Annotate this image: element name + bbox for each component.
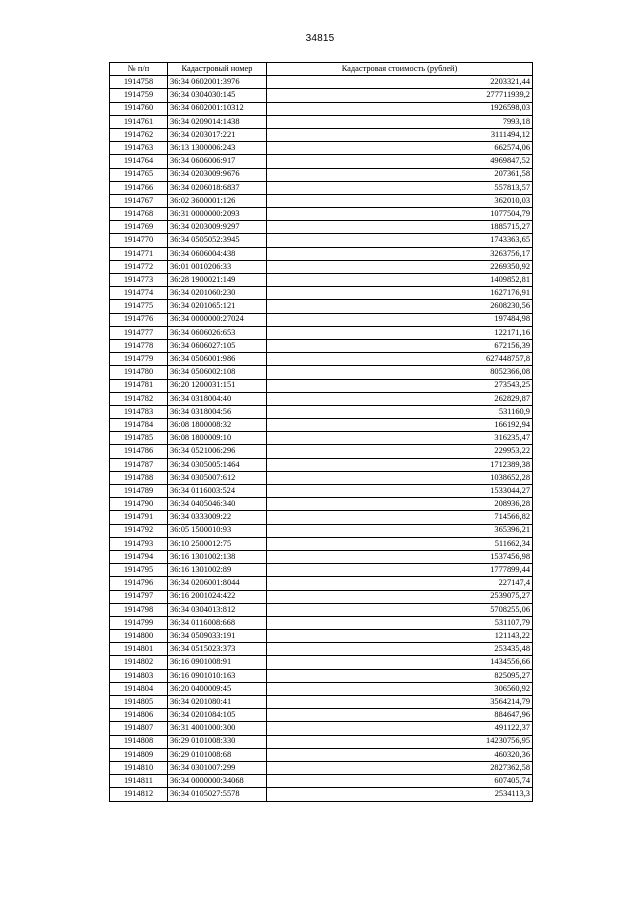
cadastral-number-cell: 36:34 0515023:373 (168, 643, 267, 656)
cadastral-number-cell: 36:34 0209014:1438 (168, 115, 267, 128)
cadastral-number-cell: 36:34 0305005:1464 (168, 458, 267, 471)
row-number-cell: 1914768 (110, 208, 168, 221)
cadastral-value-cell: 1077504,79 (267, 208, 533, 221)
table-row (110, 537, 533, 550)
table-row (110, 485, 533, 498)
row-number-cell: 1914761 (110, 115, 168, 128)
cadastral-value-cell: 365396,21 (267, 524, 533, 537)
row-number-cell: 1914796 (110, 577, 168, 590)
cadastral-number-cell: 36:13 1300006:243 (168, 142, 267, 155)
row-number-cell: 1914784 (110, 419, 168, 432)
cadastral-number-cell: 36:31 4001000:300 (168, 722, 267, 735)
table-row (110, 709, 533, 722)
table-header-row (110, 63, 533, 76)
row-number-cell: 1914805 (110, 696, 168, 709)
cadastral-number-cell: 36:34 0201060:230 (168, 287, 267, 300)
row-number-cell: 1914758 (110, 76, 168, 89)
cadastral-value-cell: 2269350,92 (267, 260, 533, 273)
cadastral-number-cell: 36:16 1301002:138 (168, 550, 267, 563)
row-number-cell: 1914802 (110, 656, 168, 669)
table-row (110, 471, 533, 484)
table-row (110, 761, 533, 774)
cadastral-value-cell: 121143,22 (267, 630, 533, 643)
cadastral-value-cell: 122171,16 (267, 326, 533, 339)
table-row (110, 511, 533, 524)
header-cadastral-value: Кадастровая стоимость (рублей) (267, 63, 533, 76)
cadastral-value-table (109, 62, 533, 802)
row-number-cell: 1914766 (110, 181, 168, 194)
table-row (110, 656, 533, 669)
table-row (110, 339, 533, 352)
cadastral-value-cell: 207361,58 (267, 168, 533, 181)
cadastral-number-cell: 36:34 0000000:34068 (168, 775, 267, 788)
table-row (110, 208, 533, 221)
cadastral-value-cell: 316235,47 (267, 432, 533, 445)
table-row (110, 590, 533, 603)
cadastral-value-cell: 2539075,27 (267, 590, 533, 603)
table-row (110, 234, 533, 247)
table-row (110, 128, 533, 141)
cadastral-number-cell: 36:34 0305007:612 (168, 471, 267, 484)
table-row (110, 524, 533, 537)
table-row (110, 445, 533, 458)
row-number-cell: 1914797 (110, 590, 168, 603)
cadastral-value-cell: 3111494,12 (267, 128, 533, 141)
cadastral-number-cell: 36:34 0606004:438 (168, 247, 267, 260)
cadastral-number-cell: 36:34 0318004:56 (168, 405, 267, 418)
cadastral-number-cell: 36:34 0509033:191 (168, 630, 267, 643)
table-row (110, 181, 533, 194)
cadastral-number-cell: 36:34 0203017:221 (168, 128, 267, 141)
row-number-cell: 1914807 (110, 722, 168, 735)
table-row (110, 274, 533, 287)
cadastral-number-cell: 36:20 1200031:151 (168, 379, 267, 392)
cadastral-value-cell: 7993,18 (267, 115, 533, 128)
cadastral-number-cell: 36:34 0206001:8044 (168, 577, 267, 590)
row-number-cell: 1914781 (110, 379, 168, 392)
row-number-cell: 1914760 (110, 102, 168, 115)
cadastral-number-cell: 36:01 0010206:33 (168, 260, 267, 273)
table-row (110, 392, 533, 405)
cadastral-number-cell: 36:08 1800009:10 (168, 432, 267, 445)
table-row (110, 722, 533, 735)
cadastral-number-cell: 36:34 0506001:986 (168, 353, 267, 366)
row-number-cell: 1914800 (110, 630, 168, 643)
cadastral-value-cell: 2608230,56 (267, 300, 533, 313)
table-row (110, 775, 533, 788)
row-number-cell: 1914775 (110, 300, 168, 313)
row-number-cell: 1914799 (110, 616, 168, 629)
row-number-cell: 1914804 (110, 682, 168, 695)
row-number-cell: 1914763 (110, 142, 168, 155)
table-row (110, 577, 533, 590)
cadastral-value-cell: 531160,9 (267, 405, 533, 418)
table-row (110, 155, 533, 168)
cadastral-number-cell: 36:34 0304013:812 (168, 603, 267, 616)
row-number-cell: 1914769 (110, 221, 168, 234)
table-row (110, 221, 533, 234)
cadastral-number-cell: 36:02 3600001:126 (168, 194, 267, 207)
cadastral-number-cell: 36:34 0602001:10312 (168, 102, 267, 115)
row-number-cell: 1914801 (110, 643, 168, 656)
table-row (110, 115, 533, 128)
cadastral-number-cell: 36:34 0333009:22 (168, 511, 267, 524)
table-row (110, 326, 533, 339)
row-number-cell: 1914782 (110, 392, 168, 405)
table-row (110, 630, 533, 643)
row-number-cell: 1914780 (110, 366, 168, 379)
table-row (110, 696, 533, 709)
table-row (110, 405, 533, 418)
row-number-cell: 1914786 (110, 445, 168, 458)
cadastral-number-cell: 36:34 0521006:296 (168, 445, 267, 458)
cadastral-number-cell: 36:29 0101008:68 (168, 748, 267, 761)
row-number-cell: 1914790 (110, 498, 168, 511)
cadastral-value-cell: 3263756,17 (267, 247, 533, 260)
row-number-cell: 1914777 (110, 326, 168, 339)
cadastral-number-cell: 36:34 0116003:524 (168, 485, 267, 498)
cadastral-number-cell: 36:34 0116008:668 (168, 616, 267, 629)
table-row (110, 498, 533, 511)
cadastral-number-cell: 36:16 0901008:91 (168, 656, 267, 669)
page-number: 34815 (305, 33, 335, 44)
cadastral-value-cell: 362010,03 (267, 194, 533, 207)
row-number-cell: 1914788 (110, 471, 168, 484)
cadastral-value-cell: 273543,25 (267, 379, 533, 392)
cadastral-number-cell: 36:34 0301007:299 (168, 761, 267, 774)
cadastral-value-cell: 2827362,58 (267, 761, 533, 774)
table-row (110, 168, 533, 181)
cadastral-value-cell: 511662,34 (267, 537, 533, 550)
table-row (110, 564, 533, 577)
cadastral-number-cell: 36:34 0105027:5578 (168, 788, 267, 801)
table-row (110, 366, 533, 379)
cadastral-value-cell: 262829,87 (267, 392, 533, 405)
table-row (110, 247, 533, 260)
cadastral-value-cell: 2534113,3 (267, 788, 533, 801)
table-row (110, 682, 533, 695)
cadastral-value-cell: 1627176,91 (267, 287, 533, 300)
cadastral-value-cell: 460320,36 (267, 748, 533, 761)
table-row (110, 748, 533, 761)
cadastral-value-cell: 1537456,98 (267, 550, 533, 563)
table-row (110, 379, 533, 392)
cadastral-number-cell: 36:34 0201065:121 (168, 300, 267, 313)
header-cadastral-number: Кадастровый номер (168, 63, 267, 76)
row-number-cell: 1914798 (110, 603, 168, 616)
cadastral-number-cell: 36:34 0318004:40 (168, 392, 267, 405)
cadastral-value-cell: 1038652,28 (267, 471, 533, 484)
cadastral-number-cell: 36:34 0506002:108 (168, 366, 267, 379)
cadastral-value-cell: 4969847,52 (267, 155, 533, 168)
cadastral-number-cell: 36:34 0602001:3976 (168, 76, 267, 89)
table-row (110, 89, 533, 102)
row-number-cell: 1914783 (110, 405, 168, 418)
table-row (110, 300, 533, 313)
row-number-cell: 1914812 (110, 788, 168, 801)
cadastral-value-cell: 197484,98 (267, 313, 533, 326)
row-number-cell: 1914803 (110, 669, 168, 682)
cadastral-number-cell: 36:34 0606026:653 (168, 326, 267, 339)
cadastral-number-cell: 36:34 0505052:3945 (168, 234, 267, 247)
cadastral-number-cell: 36:29 0101008:330 (168, 735, 267, 748)
row-number-cell: 1914794 (110, 550, 168, 563)
cadastral-value-cell: 8052366,08 (267, 366, 533, 379)
cadastral-value-cell: 1885715,27 (267, 221, 533, 234)
row-number-cell: 1914776 (110, 313, 168, 326)
cadastral-value-cell: 662574,06 (267, 142, 533, 155)
table-row (110, 788, 533, 801)
cadastral-value-cell: 2203321,44 (267, 76, 533, 89)
table-row (110, 76, 533, 89)
cadastral-value-cell: 1409852,81 (267, 274, 533, 287)
row-number-cell: 1914778 (110, 339, 168, 352)
cadastral-number-cell: 36:34 0201084:105 (168, 709, 267, 722)
row-number-cell: 1914767 (110, 194, 168, 207)
table-row (110, 603, 533, 616)
table-row (110, 260, 533, 273)
cadastral-value-cell: 1777899,44 (267, 564, 533, 577)
cadastral-number-cell: 36:34 0201080:41 (168, 696, 267, 709)
row-number-cell: 1914793 (110, 537, 168, 550)
row-number-cell: 1914787 (110, 458, 168, 471)
row-number-cell: 1914791 (110, 511, 168, 524)
cadastral-value-cell: 627448757,8 (267, 353, 533, 366)
cadastral-value-cell: 1926598,03 (267, 102, 533, 115)
cadastral-number-cell: 36:10 2500012:75 (168, 537, 267, 550)
cadastral-number-cell: 36:16 0901010:163 (168, 669, 267, 682)
table-header (110, 63, 533, 76)
cadastral-value-cell: 166192,94 (267, 419, 533, 432)
row-number-cell: 1914762 (110, 128, 168, 141)
row-number-cell: 1914785 (110, 432, 168, 445)
cadastral-value-cell: 306560,92 (267, 682, 533, 695)
cadastral-value-cell: 1712389,38 (267, 458, 533, 471)
cadastral-value-cell: 5708255,06 (267, 603, 533, 616)
row-number-cell: 1914811 (110, 775, 168, 788)
row-number-cell: 1914764 (110, 155, 168, 168)
cadastral-number-cell: 36:08 1800008:32 (168, 419, 267, 432)
cadastral-value-cell: 1743363,65 (267, 234, 533, 247)
table-row (110, 313, 533, 326)
table-row (110, 194, 533, 207)
row-number-cell: 1914809 (110, 748, 168, 761)
header-row-number: № п/п (110, 63, 168, 76)
cadastral-number-cell: 36:34 0304030:145 (168, 89, 267, 102)
cadastral-value-cell: 607405,74 (267, 775, 533, 788)
cadastral-number-cell: 36:20 0400009:45 (168, 682, 267, 695)
cadastral-number-cell: 36:34 0405046:340 (168, 498, 267, 511)
cadastral-number-cell: 36:34 0203009:9676 (168, 168, 267, 181)
table-row (110, 353, 533, 366)
row-number-cell: 1914779 (110, 353, 168, 366)
cadastral-value-cell: 672156,39 (267, 339, 533, 352)
row-number-cell: 1914789 (110, 485, 168, 498)
cadastral-value-cell: 14230756,95 (267, 735, 533, 748)
row-number-cell: 1914810 (110, 761, 168, 774)
row-number-cell: 1914772 (110, 260, 168, 273)
table-row (110, 102, 533, 115)
cadastral-value-cell: 3564214,79 (267, 696, 533, 709)
cadastral-value-cell: 825095,27 (267, 669, 533, 682)
row-number-cell: 1914770 (110, 234, 168, 247)
cadastral-number-cell: 36:34 0203009:9297 (168, 221, 267, 234)
table-row (110, 287, 533, 300)
cadastral-number-cell: 36:34 0606006:917 (168, 155, 267, 168)
cadastral-value-cell: 557813,57 (267, 181, 533, 194)
table-row (110, 419, 533, 432)
cadastral-number-cell: 36:34 0206018:6837 (168, 181, 267, 194)
cadastral-value-cell: 714566,82 (267, 511, 533, 524)
cadastral-value-cell: 208936,28 (267, 498, 533, 511)
table-row (110, 550, 533, 563)
table-row (110, 735, 533, 748)
row-number-cell: 1914773 (110, 274, 168, 287)
table-row (110, 142, 533, 155)
cadastral-value-cell: 884647,96 (267, 709, 533, 722)
table-body (110, 76, 533, 801)
row-number-cell: 1914771 (110, 247, 168, 260)
table-row (110, 643, 533, 656)
cadastral-value-cell: 531107,79 (267, 616, 533, 629)
cadastral-value-cell: 253435,48 (267, 643, 533, 656)
cadastral-number-cell: 36:34 0000000:27024 (168, 313, 267, 326)
cadastral-number-cell: 36:31 0000000:2093 (168, 208, 267, 221)
row-number-cell: 1914795 (110, 564, 168, 577)
cadastral-value-cell: 277711939,2 (267, 89, 533, 102)
cadastral-number-cell: 36:28 1900021:149 (168, 274, 267, 287)
row-number-cell: 1914806 (110, 709, 168, 722)
table-row (110, 669, 533, 682)
cadastral-value-cell: 491122,37 (267, 722, 533, 735)
cadastral-number-cell: 36:34 0606027:105 (168, 339, 267, 352)
table-row (110, 458, 533, 471)
cadastral-value-cell: 229953,22 (267, 445, 533, 458)
table-row (110, 432, 533, 445)
cadastral-number-cell: 36:16 2001024:422 (168, 590, 267, 603)
row-number-cell: 1914808 (110, 735, 168, 748)
table-row (110, 616, 533, 629)
cadastral-value-cell: 227147,4 (267, 577, 533, 590)
row-number-cell: 1914792 (110, 524, 168, 537)
row-number-cell: 1914774 (110, 287, 168, 300)
cadastral-value-cell: 1533044,27 (267, 485, 533, 498)
cadastral-number-cell: 36:16 1301002:89 (168, 564, 267, 577)
cadastral-number-cell: 36:05 1500010:93 (168, 524, 267, 537)
cadastral-value-cell: 1434556,66 (267, 656, 533, 669)
row-number-cell: 1914759 (110, 89, 168, 102)
row-number-cell: 1914765 (110, 168, 168, 181)
